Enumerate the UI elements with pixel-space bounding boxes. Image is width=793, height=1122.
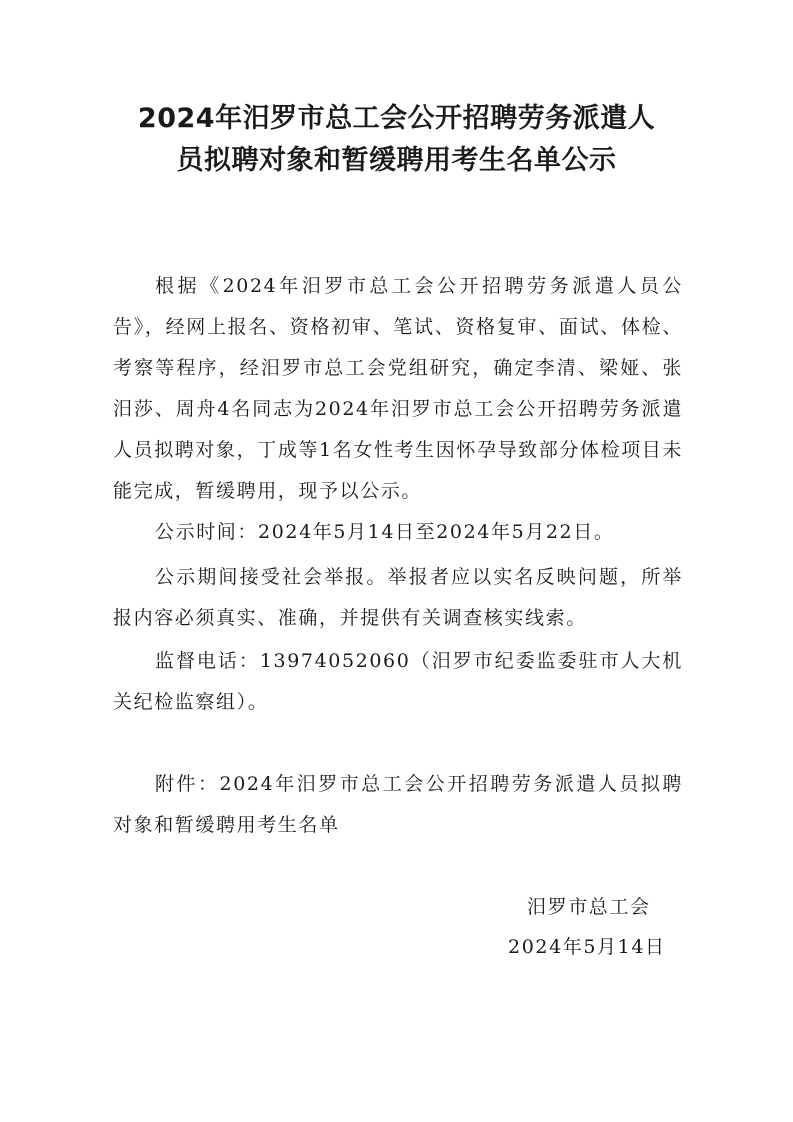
supervision-hotline-paragraph: 监督电话：13974052060（汨罗市纪委监委驻市人大机关纪检监察组）。 [113, 650, 683, 713]
attachment-paragraph: 附件：2024年汨罗市总工会公开招聘劳务派遣人员拟聘对象和暂缓聘用考生名单 [113, 773, 683, 836]
document-title-line-2: 员拟聘对象和暂缓聘用考生名单公示 [176, 145, 617, 176]
document-title-line-1: 2024年汨罗市总工会公开招聘劳务派遣人 [137, 103, 656, 134]
signature-organization: 汨罗市总工会 [527, 896, 651, 918]
main-paragraph: 根据《2024年汨罗市总工会公开招聘劳务派遣人员公告》，经网上报名、资格初审、笔试、资格复审、面试、体检、考察等程序，经汨罗市总工会党组研究，确定李清、梁娅、张汨莎、周舟4名同志为2024年汨罗市总工会公开招聘劳务派遣人员拟聘对象，丁成等1名女性考生因怀孕导致部分体检项目未能完成，暂缓聘用，现予以公示。 [113, 275, 683, 502]
report-paragraph: 公示期间接受社会举报。举报者应以实名反映问题，所举报内容必须真实、准确，并提供有关调查核实线索。 [113, 566, 683, 629]
publicity-period-paragraph: 公示时间：2024年5月14日至2024年5月22日。 [155, 521, 615, 543]
signature-date: 2024年5月14日 [508, 936, 666, 958]
